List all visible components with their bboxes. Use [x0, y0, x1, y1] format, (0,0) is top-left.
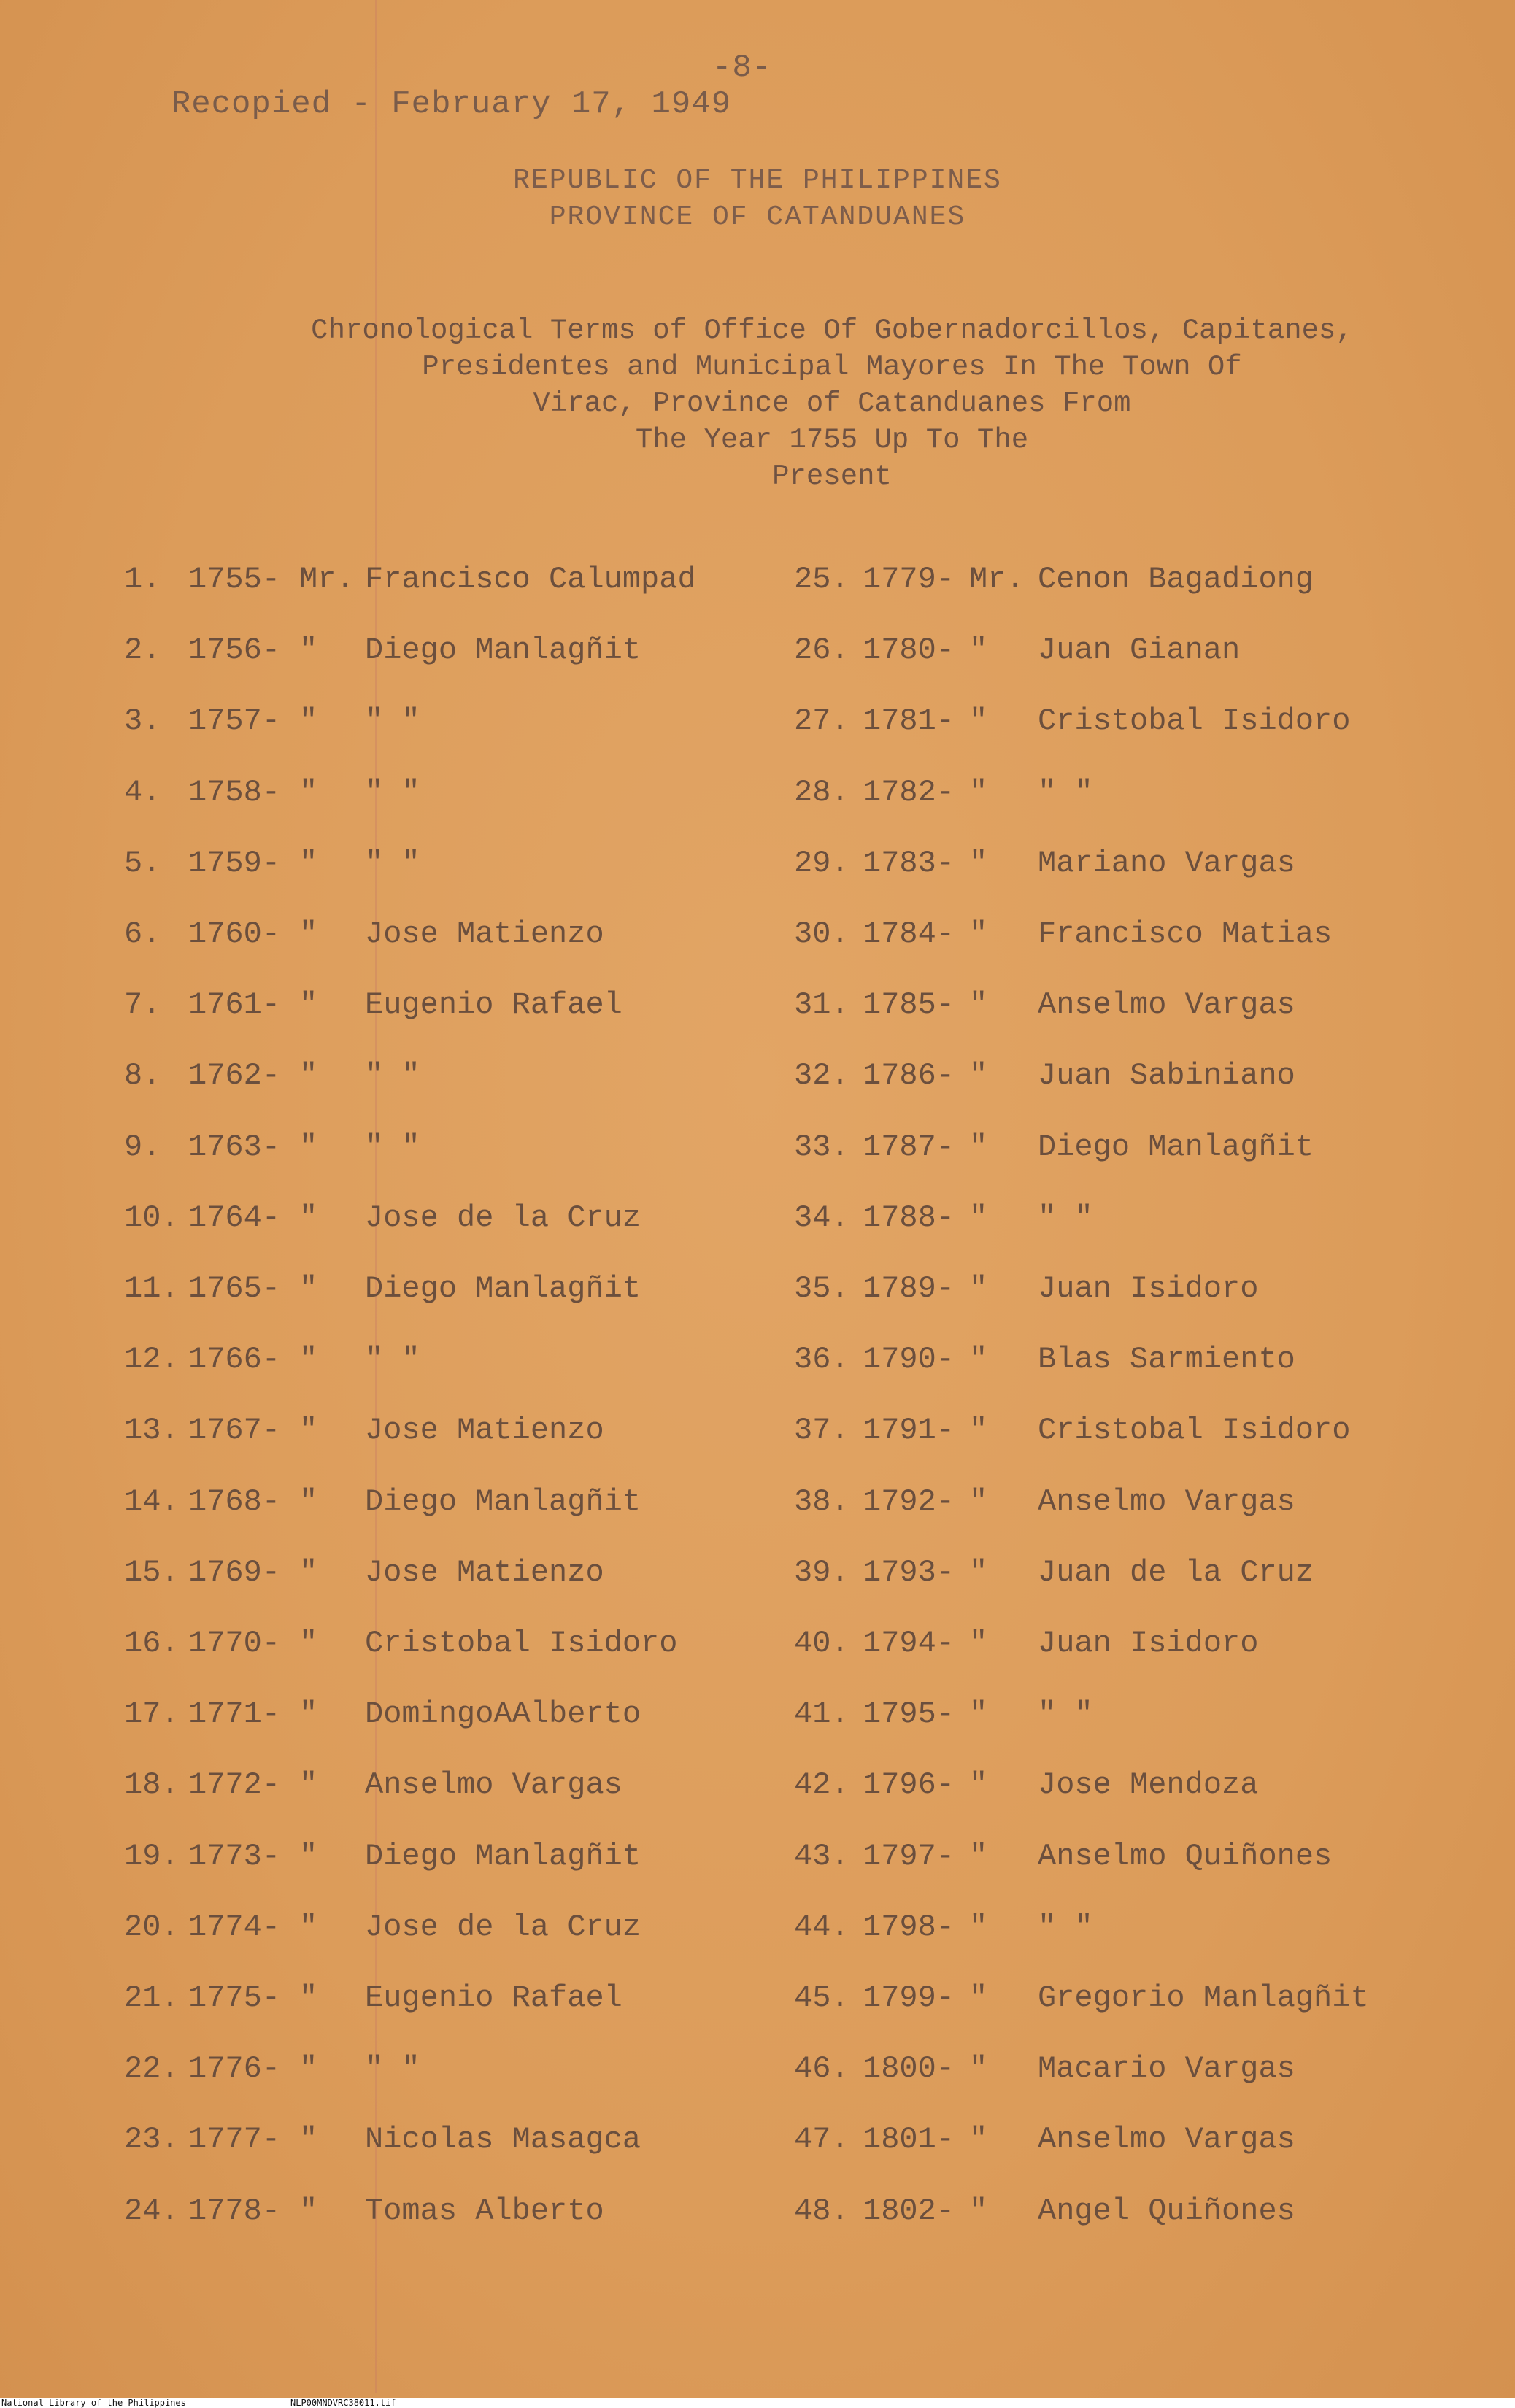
- term-number: 29.: [794, 845, 849, 881]
- term-name: Mariano Vargas: [1038, 845, 1295, 881]
- term-number: 6.: [124, 916, 161, 952]
- term-row: [794, 633, 1451, 676]
- term-number: 44.: [794, 1909, 849, 1945]
- term-row: [794, 1697, 1451, 1740]
- term-title: ": [969, 1271, 988, 1306]
- term-number: 31.: [794, 987, 849, 1023]
- term-number: 41.: [794, 1697, 849, 1732]
- term-name: " ": [365, 1129, 420, 1165]
- term-row: [124, 1555, 781, 1599]
- term-year: 1795-: [863, 1697, 955, 1732]
- term-row: [794, 987, 1451, 1031]
- term-row: [794, 1484, 1451, 1528]
- term-row: [794, 1980, 1451, 2024]
- term-number: 22.: [124, 2051, 180, 2087]
- term-year: 1780-: [863, 633, 955, 668]
- term-row: [124, 2193, 781, 2237]
- term-name: Francisco Matias: [1038, 916, 1333, 952]
- term-row: [794, 1413, 1451, 1456]
- term-number: 27.: [794, 703, 849, 739]
- term-row: [124, 1910, 781, 1953]
- term-name: Juan Gianan: [1038, 633, 1241, 668]
- term-number: 32.: [794, 1058, 849, 1094]
- term-number: 40.: [794, 1626, 849, 1661]
- term-title: ": [969, 916, 988, 952]
- recopied-date: Recopied - February 17, 1949: [171, 86, 732, 123]
- term-title: ": [299, 703, 318, 739]
- term-name: " ": [365, 703, 420, 739]
- term-title: ": [969, 1626, 988, 1661]
- term-title: ": [969, 1129, 988, 1165]
- term-name: Cristobal Isidoro: [365, 1626, 678, 1661]
- term-row: [124, 1058, 781, 1102]
- term-name: Blas Sarmiento: [1038, 1342, 1295, 1378]
- term-title: ": [969, 1697, 988, 1732]
- term-number: 16.: [124, 1626, 180, 1661]
- subtitle-line-5: Present: [772, 460, 892, 493]
- subtitle-line-2: Presidentes and Municipal Mayores In The Town Of: [422, 351, 1242, 383]
- term-number: 9.: [124, 1129, 161, 1165]
- term-title: ": [299, 1200, 318, 1235]
- term-number: 4.: [124, 774, 161, 810]
- term-year: 1792-: [863, 1483, 955, 1519]
- term-name: Cenon Bagadiong: [1038, 562, 1314, 597]
- term-row: [794, 1200, 1451, 1244]
- term-name: Cristobal Isidoro: [1038, 703, 1351, 739]
- term-name: " ": [365, 1342, 420, 1378]
- term-title: Mr.: [969, 562, 1025, 597]
- term-title: ": [299, 1413, 318, 1448]
- term-number: 34.: [794, 1200, 849, 1235]
- term-name: Anselmo Quiñones: [1038, 1838, 1333, 1874]
- term-row: [794, 846, 1451, 890]
- term-row: [124, 846, 781, 890]
- term-number: 25.: [794, 562, 849, 597]
- term-title: ": [969, 1767, 988, 1803]
- term-year: 1796-: [863, 1767, 955, 1803]
- term-year: 1755-: [188, 562, 281, 597]
- term-row: [124, 1697, 781, 1740]
- term-name: " ": [365, 2051, 420, 2087]
- term-title: ": [299, 1271, 318, 1306]
- term-row: [794, 1555, 1451, 1599]
- term-row: [124, 562, 781, 606]
- term-title: ": [969, 845, 988, 881]
- term-year: 1787-: [863, 1129, 955, 1165]
- term-title: ": [969, 1200, 988, 1235]
- term-year: 1775-: [188, 1980, 281, 2015]
- footer-library: National Library of the Philippines: [1, 2398, 186, 2408]
- scan-footer: [0, 2398, 1515, 2408]
- term-number: 19.: [124, 1838, 180, 1874]
- term-row: [124, 1342, 781, 1386]
- term-title: ": [299, 1838, 318, 1874]
- term-name: Anselmo Vargas: [1038, 2122, 1295, 2158]
- term-year: 1777-: [188, 2122, 281, 2158]
- term-number: 39.: [794, 1554, 849, 1590]
- term-name: Anselmo Vargas: [1038, 987, 1295, 1023]
- term-row: [124, 1767, 781, 1811]
- term-number: 17.: [124, 1697, 180, 1732]
- term-row: [794, 2193, 1451, 2237]
- term-year: 1788-: [863, 1200, 955, 1235]
- term-name: Francisco Calumpad: [365, 562, 696, 597]
- term-title: ": [969, 774, 988, 810]
- term-year: 1766-: [188, 1342, 281, 1378]
- term-row: [794, 2122, 1451, 2166]
- term-row: [794, 1058, 1451, 1102]
- term-row: [124, 987, 781, 1031]
- term-number: 28.: [794, 774, 849, 810]
- term-number: 12.: [124, 1342, 180, 1378]
- term-number: 1.: [124, 562, 161, 597]
- recopied-header: [131, 50, 773, 159]
- term-year: 1789-: [863, 1271, 955, 1306]
- term-number: 43.: [794, 1838, 849, 1874]
- term-number: 30.: [794, 916, 849, 952]
- term-title: ": [969, 2051, 988, 2087]
- term-number: 15.: [124, 1554, 180, 1590]
- term-year: 1757-: [188, 703, 281, 739]
- term-number: 3.: [124, 703, 161, 739]
- term-name: Eugenio Rafael: [365, 1980, 622, 2015]
- term-title: ": [299, 2122, 318, 2158]
- province-title: PROVINCE OF CATANDUANES: [549, 201, 966, 233]
- term-year: 1784-: [863, 916, 955, 952]
- term-year: 1785-: [863, 987, 955, 1023]
- term-year: 1794-: [863, 1626, 955, 1661]
- term-row: [794, 775, 1451, 819]
- term-name: " ": [1038, 1200, 1093, 1235]
- term-number: 45.: [794, 1980, 849, 2015]
- term-year: 1786-: [863, 1058, 955, 1094]
- term-title: ": [299, 2051, 318, 2087]
- term-title: ": [969, 1980, 988, 2015]
- term-year: 1756-: [188, 633, 281, 668]
- term-row: [124, 1271, 781, 1315]
- term-name: Anselmo Vargas: [1038, 1483, 1295, 1519]
- term-row: [124, 2051, 781, 2095]
- term-row: [124, 1839, 781, 1883]
- term-year: 1800-: [863, 2051, 955, 2087]
- term-title: ": [969, 2193, 988, 2228]
- term-name: DomingoAAlberto: [365, 1697, 641, 1732]
- term-number: 46.: [794, 2051, 849, 2087]
- term-year: 1801-: [863, 2122, 955, 2158]
- term-number: 7.: [124, 987, 161, 1023]
- term-title: ": [299, 845, 318, 881]
- term-name: Diego Manlagñit: [365, 1483, 641, 1519]
- term-name: Jose Mendoza: [1038, 1767, 1259, 1803]
- term-row: [124, 703, 781, 747]
- term-name: " ": [1038, 1697, 1093, 1732]
- term-title: ": [969, 703, 988, 739]
- term-number: 38.: [794, 1483, 849, 1519]
- term-name: Eugenio Rafael: [365, 987, 622, 1023]
- term-row: [794, 1767, 1451, 1811]
- subtitle-line-1: Chronological Terms of Office Of Gobernadorcillos, Capitanes,: [311, 314, 1353, 347]
- term-name: Tomas Alberto: [365, 2193, 604, 2228]
- term-title: ": [969, 1342, 988, 1378]
- term-title: ": [299, 633, 318, 668]
- term-name: Juan Sabiniano: [1038, 1058, 1295, 1094]
- term-name: Jose Matienzo: [365, 916, 604, 952]
- term-year: 1773-: [188, 1838, 281, 1874]
- term-year: 1771-: [188, 1697, 281, 1732]
- term-row: [124, 1980, 781, 2024]
- term-title: ": [299, 1058, 318, 1094]
- term-year: 1797-: [863, 1838, 955, 1874]
- term-row: [124, 1413, 781, 1456]
- term-name: " ": [365, 845, 420, 881]
- term-name: Juan Isidoro: [1038, 1626, 1259, 1661]
- term-title: ": [969, 633, 988, 668]
- term-year: 1791-: [863, 1413, 955, 1448]
- term-number: 11.: [124, 1271, 180, 1306]
- term-year: 1767-: [188, 1413, 281, 1448]
- term-name: " ": [365, 774, 420, 810]
- term-title: ": [299, 1483, 318, 1519]
- term-row: [124, 2122, 781, 2166]
- term-name: Jose Matienzo: [365, 1413, 604, 1448]
- term-number: 42.: [794, 1767, 849, 1803]
- term-row: [794, 1271, 1451, 1315]
- term-title: ": [299, 916, 318, 952]
- term-number: 14.: [124, 1483, 180, 1519]
- term-row: [124, 775, 781, 819]
- term-name: Jose de la Cruz: [365, 1909, 641, 1945]
- term-row: [794, 562, 1451, 606]
- term-year: 1760-: [188, 916, 281, 952]
- term-year: 1770-: [188, 1626, 281, 1661]
- term-number: 26.: [794, 633, 849, 668]
- term-row: [794, 1626, 1451, 1670]
- term-row: [794, 1342, 1451, 1386]
- term-title: ": [299, 1129, 318, 1165]
- term-title: ": [969, 1909, 988, 1945]
- term-row: [124, 916, 781, 960]
- term-row: [124, 1626, 781, 1670]
- term-year: 1761-: [188, 987, 281, 1023]
- term-row: [124, 1200, 781, 1244]
- term-number: 8.: [124, 1058, 161, 1094]
- term-number: 2.: [124, 633, 161, 668]
- term-year: 1762-: [188, 1058, 281, 1094]
- term-number: 24.: [124, 2193, 180, 2228]
- term-title: ": [299, 1767, 318, 1803]
- term-name: Angel Quiñones: [1038, 2193, 1295, 2228]
- term-title: ": [969, 2122, 988, 2158]
- term-year: 1798-: [863, 1909, 955, 1945]
- subtitle-line-3: Virac, Province of Catanduanes From: [533, 387, 1131, 420]
- term-year: 1802-: [863, 2193, 955, 2228]
- term-name: Diego Manlagñit: [365, 1271, 641, 1306]
- term-title: ": [299, 1697, 318, 1732]
- footer-filename: NLP00MNDVRC38011.tif: [290, 2398, 396, 2408]
- term-row: [124, 1130, 781, 1173]
- term-year: 1783-: [863, 845, 955, 881]
- term-number: 21.: [124, 1980, 180, 2015]
- term-title: ": [299, 1909, 318, 1945]
- term-name: Gregorio Manlagñit: [1038, 1980, 1369, 2015]
- term-year: 1781-: [863, 703, 955, 739]
- term-name: " ": [1038, 774, 1093, 810]
- term-name: Nicolas Masagca: [365, 2122, 641, 2158]
- term-title: ": [299, 1554, 318, 1590]
- term-title: ": [969, 1058, 988, 1094]
- term-title: ": [299, 987, 318, 1023]
- term-name: Diego Manlagñit: [365, 633, 641, 668]
- term-year: 1768-: [188, 1483, 281, 1519]
- term-row: [794, 1839, 1451, 1883]
- term-name: Juan de la Cruz: [1038, 1554, 1314, 1590]
- term-title: ": [969, 987, 988, 1023]
- term-year: 1759-: [188, 845, 281, 881]
- term-year: 1790-: [863, 1342, 955, 1378]
- term-name: Diego Manlagñit: [1038, 1129, 1314, 1165]
- term-number: 36.: [794, 1342, 849, 1378]
- subtitle-line-4: The Year 1755 Up To The: [635, 424, 1029, 456]
- term-year: 1763-: [188, 1129, 281, 1165]
- term-title: ": [969, 1838, 988, 1874]
- term-name: " ": [365, 1058, 420, 1094]
- term-row: [794, 1130, 1451, 1173]
- term-row: [124, 633, 781, 676]
- term-title: ": [299, 774, 318, 810]
- republic-title: REPUBLIC OF THE PHILIPPINES: [513, 165, 1002, 196]
- term-year: 1772-: [188, 1767, 281, 1803]
- term-row: [794, 2051, 1451, 2095]
- term-name: Macario Vargas: [1038, 2051, 1295, 2087]
- term-row: [794, 703, 1451, 747]
- term-row: [794, 1910, 1451, 1953]
- term-year: 1799-: [863, 1980, 955, 2015]
- term-number: 33.: [794, 1129, 849, 1165]
- term-year: 1778-: [188, 2193, 281, 2228]
- term-row: [794, 916, 1451, 960]
- term-number: 10.: [124, 1200, 180, 1235]
- term-title: Mr.: [299, 562, 355, 597]
- term-title: ": [969, 1413, 988, 1448]
- term-number: 23.: [124, 2122, 180, 2158]
- term-name: Cristobal Isidoro: [1038, 1413, 1351, 1448]
- term-title: ": [299, 1626, 318, 1661]
- term-year: 1779-: [863, 562, 955, 597]
- term-row: [124, 1484, 781, 1528]
- term-number: 13.: [124, 1413, 180, 1448]
- term-title: ": [299, 2193, 318, 2228]
- term-name: Jose de la Cruz: [365, 1200, 641, 1235]
- term-name: " ": [1038, 1909, 1093, 1945]
- term-name: Anselmo Vargas: [365, 1767, 622, 1803]
- page-number: -8-: [712, 50, 773, 86]
- term-year: 1765-: [188, 1271, 281, 1306]
- term-number: 35.: [794, 1271, 849, 1306]
- term-number: 20.: [124, 1909, 180, 1945]
- term-title: ": [969, 1554, 988, 1590]
- term-title: ": [299, 1980, 318, 2015]
- term-name: Diego Manlagñit: [365, 1838, 641, 1874]
- term-number: 48.: [794, 2193, 849, 2228]
- term-title: ": [299, 1342, 318, 1378]
- term-year: 1769-: [188, 1554, 281, 1590]
- term-year: 1774-: [188, 1909, 281, 1945]
- term-number: 18.: [124, 1767, 180, 1803]
- term-number: 5.: [124, 845, 161, 881]
- term-number: 47.: [794, 2122, 849, 2158]
- term-number: 37.: [794, 1413, 849, 1448]
- term-year: 1782-: [863, 774, 955, 810]
- term-year: 1758-: [188, 774, 281, 810]
- term-year: 1764-: [188, 1200, 281, 1235]
- term-name: Juan Isidoro: [1038, 1271, 1259, 1306]
- term-name: Jose Matienzo: [365, 1554, 604, 1590]
- term-year: 1793-: [863, 1554, 955, 1590]
- term-year: 1776-: [188, 2051, 281, 2087]
- term-title: ": [969, 1483, 988, 1519]
